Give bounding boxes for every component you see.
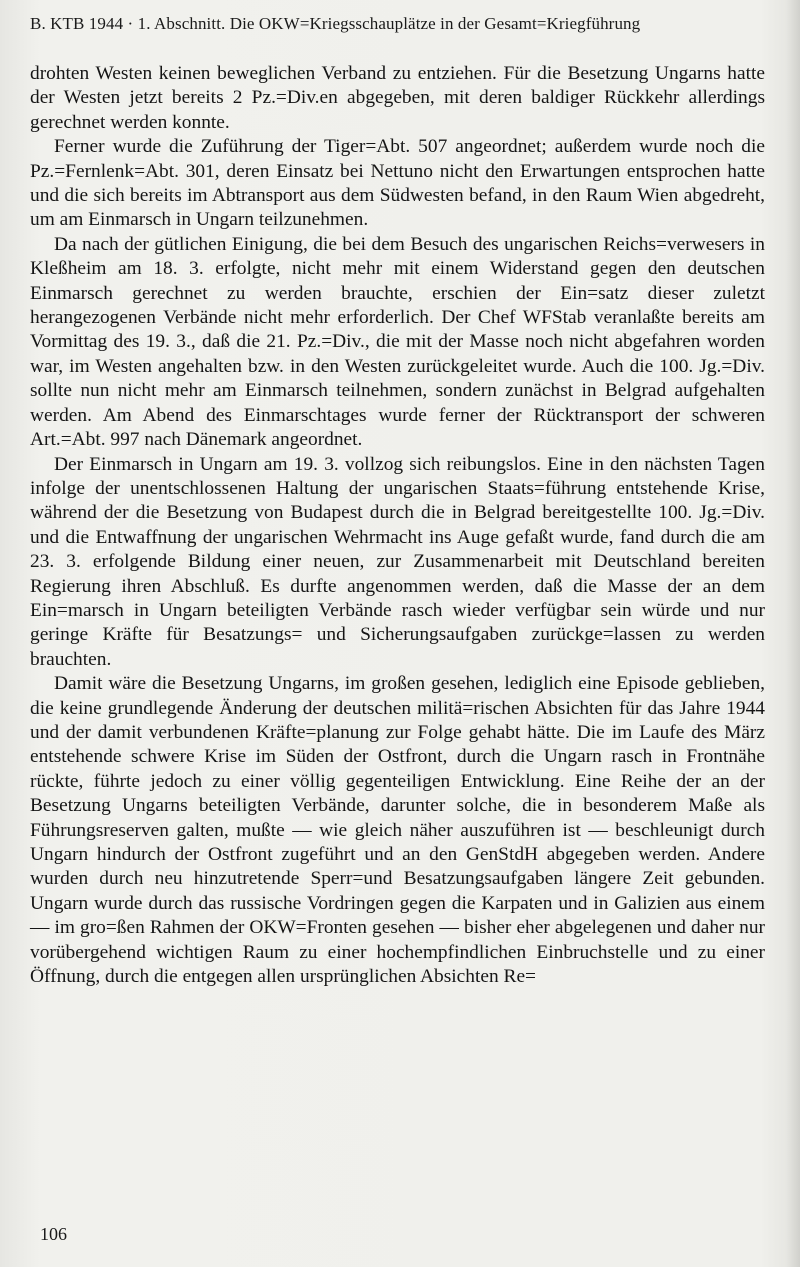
paragraph-3: Da nach der gütlichen Einigung, die bei dem Besuch des ungarischen Reichs=verwesers in Kleßheim am 18. 3. erfolgte, nicht mehr mit einem Widerstand gegen den deutschen Einmarsch gerechnet zu werden brauchte, erschien der Ein=satz dieser zuletzt herangezogenen Verbände nicht mehr erforderlich. Der Chef WFStab veranlaßte bereits am Vormittag des 19. 3., daß die 21. Pz.=Div., die mit der Masse noch nicht abgefahren worden war, im Westen angehalten bzw. in den Westen zurückgeleitet wurde. Auch die 100. Jg.=Div. sollte nun nicht mehr am Einmarsch teilnehmen, sondern zunächst in Belgrad aufgehalten werden. Am Abend des Einmarschtages wurde ferner der Rücktransport der schweren Art.=Abt. 997 nach Dänemark angeordnet.: [30, 233, 765, 451]
paragraph-1: drohten Westen keinen beweglichen Verband zu entziehen. Für die Besetzung Ungarns hatte der Westen jetzt bereits 2 Pz.=Div.en abgegeben, mit deren baldiger Rückkehr allerdings gerechnet werden konnte.: [30, 63, 765, 133]
page-edge-shadow: [786, 0, 800, 1267]
paragraph-2: Ferner wurde die Zuführung der Tiger=Abt. 507 angeordnet; außerdem wurde noch die Pz.=Fernlenk=Abt. 301, deren Einsatz bei Nettuno nicht den Erwartungen entsprochen hatte und die sich bereits im Abtransport aus dem Südwesten befand, in den Raum Wien abgedreht, um am Einmarsch in Ungarn teilzunehmen.: [30, 136, 765, 231]
paragraph-4: Der Einmarsch in Ungarn am 19. 3. vollzog sich reibungslos. Eine in den nächsten Tagen infolge der unentschlossenen Haltung der ungarischen Staats=führung entstehende Krise, während der die Besetzung von Budapest durch die in Belgrad bereitgestellte 100. Jg.=Div. und die Entwaffnung der ungarischen Wehrmacht ins Auge gefaßt wurde, fand durch die am 23. 3. erfolgende Bildung einer neuen, zur Zusammenarbeit mit Deutschland bereiten Regierung ihren Abschluß. Es durfte angenommen werden, daß die Masse der an dem Ein=marsch in Ungarn beteiligten Verbände rasch wieder verfügbar sein würde und nur geringe Kräfte für Besatzungs= und Sicherungsaufgaben zurückge=lassen zu werden brauchten.: [30, 453, 765, 670]
running-head: B. KTB 1944 · 1. Abschnitt. Die OKW=Kriegsschauplätze in der Gesamt=Kriegführung: [30, 14, 641, 33]
paragraph-5: Damit wäre die Besetzung Ungarns, im großen gesehen, lediglich eine Episode geblieben, die keine grundlegende Änderung der deutschen militä=rischen Absichten für das Jahre 1944 und der damit verbundenen Kräfte=planung zur Folge gehabt hätte. Die im Laufe des März entstehende schwere Krise im Süden der Ostfront, durch die Ungarn rasch in Frontnähe rückte, führte jedoch zu einer völlig gegenteiligen Entwicklung. Eine Reihe der an der Besetzung Ungarns beteiligten Verbände, darunter solche, die in besonderem Maße als Führungsreserven galten, mußte — wie gleich näher auszuführen ist — beschleunigt durch Ungarn hindurch der Ostfront zugeführt und an den GenStdH abgegeben werden. Andere wurden durch neu hinzutretende Sperr=und Besatzungsaufgaben längere Zeit gebunden. Ungarn wurde durch das russische Vordringen gegen die Karpaten und in Galizien aus einem — im gro=ßen Rahmen der OKW=Fronten gesehen — bisher eher abgelegenen und daher nur vorübergehend wichtigen Raum zu einer hochempfindlichen Einbruchstelle und zu einer Öffnung, durch die entgegen allen ursprünglichen Absichten Re=: [30, 673, 765, 988]
body-text: [30, 62, 765, 989]
page-number: 106: [40, 1224, 67, 1244]
